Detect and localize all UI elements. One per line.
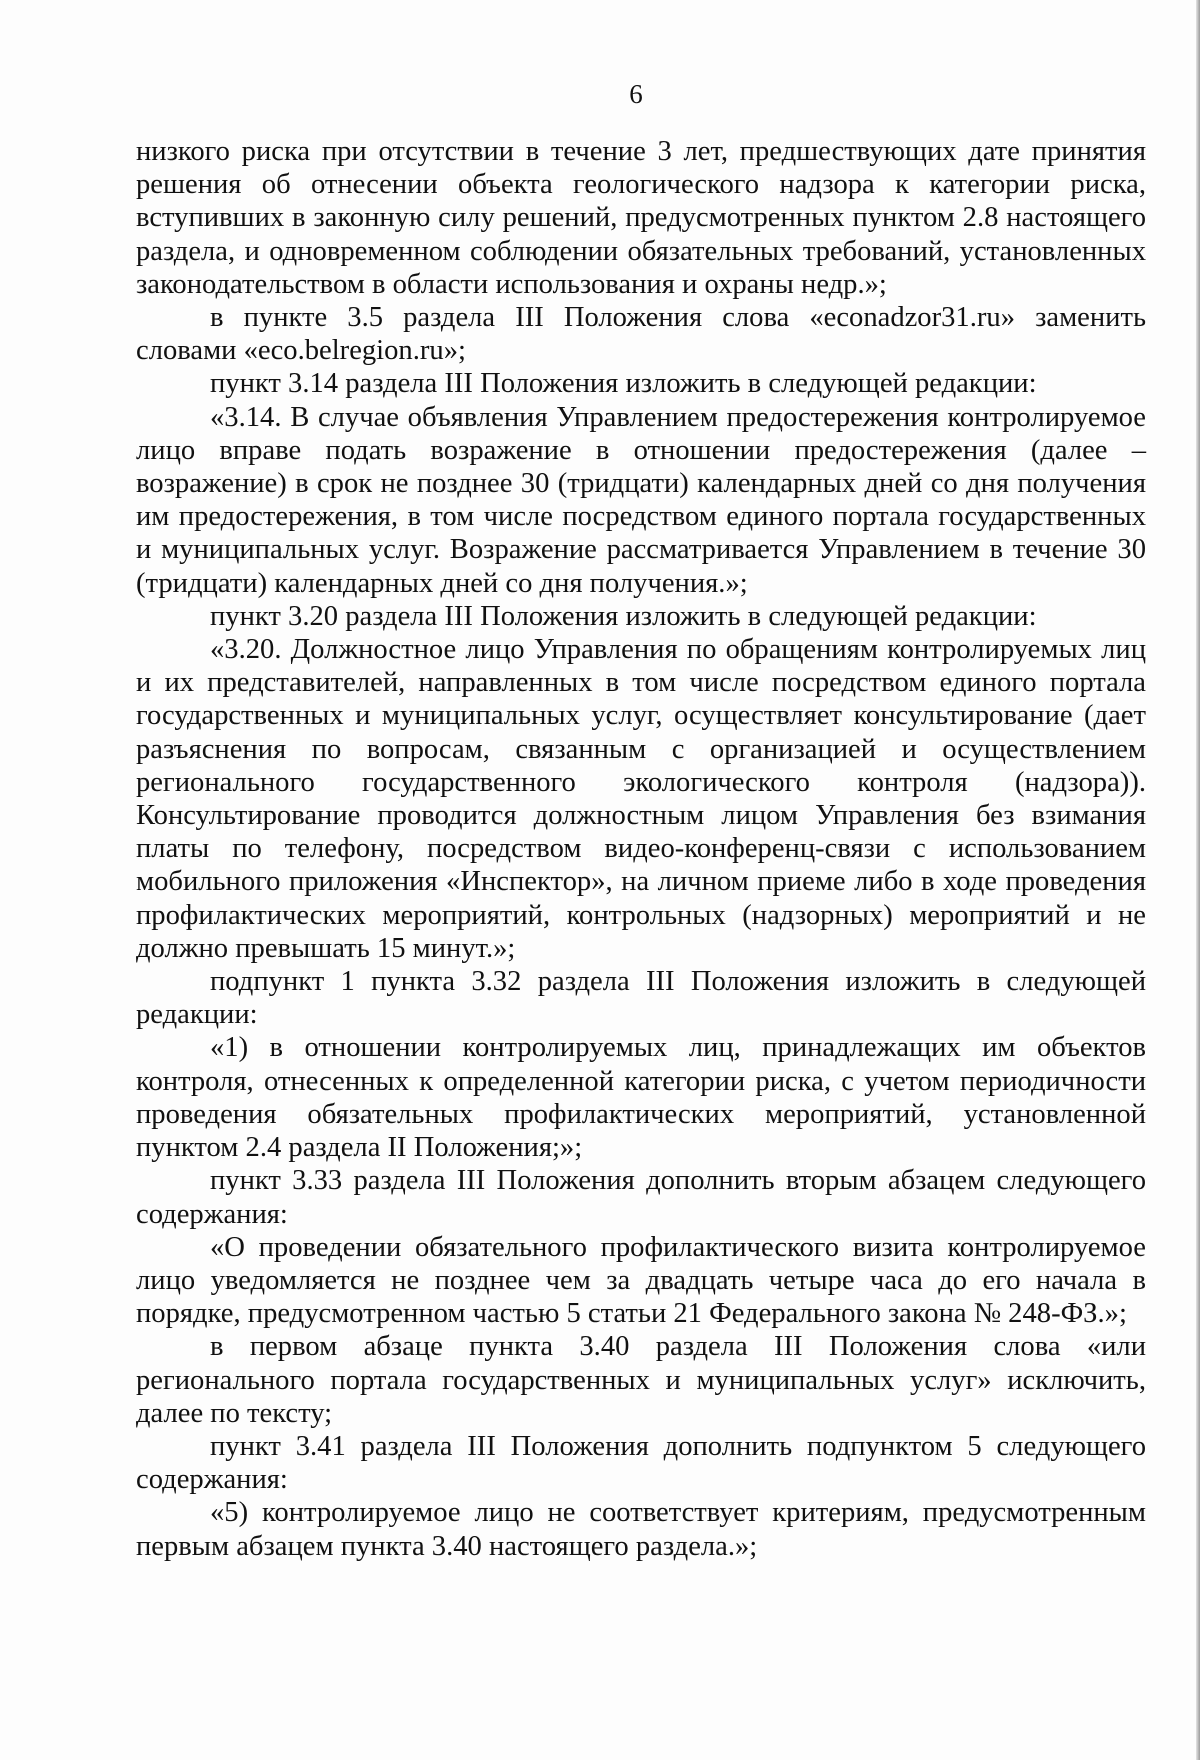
paragraph-amendment-3-40: в первом абзаце пункта 3.40 раздела III Положения слова «или регионального портала государственных и муниципальных услуг» исключить, далее по тексту; bbox=[136, 1331, 1146, 1429]
paragraph-continuation: низкого риска при отсутствии в течение 3 лет, предшествующих дате принятия решения об отнесении объекта геологического надзора к категории риска, вступивших в законную силу решений, предусмотренных пунктом 2.8 настоящего раздела, и одновременном соблюдении обязательных требований, установленных законодательством в области использования и охраны недр.»; bbox=[136, 136, 1146, 300]
document-body bbox=[136, 135, 1146, 1563]
paragraph-3-32-text: «1) в отношении контролируемых лиц, принадлежащих им объектов контроля, отнесенных к определенной категории риска, с учетом периодичности проведения обязательных профилактических мероприятий, установленной пунктом 2.4 раздела II Положения;»; bbox=[136, 1032, 1146, 1164]
paragraph-amendment-3-33-intro: пункт 3.33 раздела III Положения дополнить вторым абзацем следующего содержания: bbox=[136, 1165, 1146, 1230]
page-number: 6 bbox=[629, 79, 643, 109]
paragraph-amendment-3-14-intro: пункт 3.14 раздела III Положения изложить в следующей редакции: bbox=[210, 368, 1037, 400]
paragraph-3-33-text: «О проведении обязательного профилактического визита контролируемое лицо уведомляется не позднее чем за двадцать четыре часа до его начала в порядке, предусмотренном частью 5 статьи 21 Федерального закона № 248-ФЗ.»; bbox=[136, 1231, 1146, 1330]
paragraph-amendment-3-41-intro: пункт 3.41 раздела III Положения дополнить подпунктом 5 следующего содержания: bbox=[136, 1430, 1146, 1496]
page-edge-shadow bbox=[1196, 0, 1200, 1760]
paragraph-3-41-text: «5) контролируемое лицо не соответствует критериям, предусмотренным первым абзацем пункта 3.40 настоящего раздела.»; bbox=[136, 1497, 1146, 1562]
paragraph-amendment-3-32-intro: подпункт 1 пункта 3.32 раздела III Положения изложить в следующей редакции: bbox=[136, 966, 1146, 1031]
paragraph-3-20-text: «3.20. Должностное лицо Управления по обращениям контролируемых лиц и их представителей, направленных в том числе посредством единого портала государственных и муниципальных услуг, осуществляет консультирование (дает разъяснения по вопросам, связанным с организацией и осуществлением регионального государственного экологического контроля (надзора)). Консультирование проводится должностным лицом Управления без взимания платы по телефону, посредством видео-конференц-связи с использованием мобильного приложения «Инспектор», на личном приеме либо в ходе проведения профилактических мероприятий, контрольных (надзорных) мероприятий и не должно превышать 15 минут.»; bbox=[136, 634, 1146, 964]
paragraph-3-14-text: «3.14. В случае объявления Управлением предостережения контролируемое лицо вправе подать возражение в отношении предостережения (далее – возражение) в срок не позднее 30 (тридцати) календарных дней со дня получения им предостережения, в том числе посредством единого портала государственных и муниципальных услуг. Возражение рассматривается Управлением в течение 30 (тридцати) календарных дней со дня получения.»; bbox=[136, 401, 1146, 599]
paragraph-amendment-3-5: в пункте 3.5 раздела III Положения слова «econadzor31.ru» заменить словами «eco.belregion.ru»; bbox=[136, 302, 1146, 367]
paragraph-amendment-3-20-intro: пункт 3.20 раздела III Положения изложить в следующей редакции: bbox=[210, 600, 1037, 632]
